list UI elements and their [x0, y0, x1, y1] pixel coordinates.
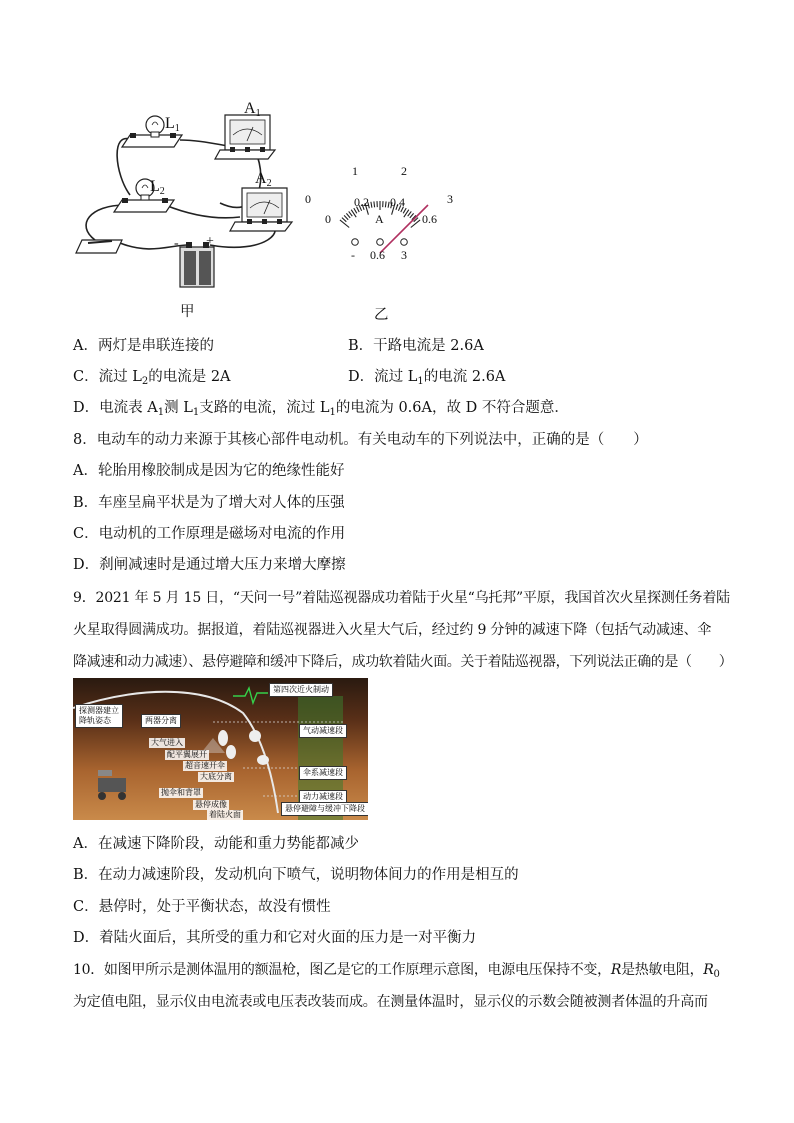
stage-aero-braking: 气动减速段 — [299, 724, 347, 738]
label-supersonic-chute: 超音速开伞 — [185, 761, 225, 770]
stage-powered: 动力减速段 — [299, 790, 347, 804]
battery-plus-label: + — [206, 234, 214, 249]
q8-option-c: C．电动机的工作原理是磁场对电流的作用 — [73, 526, 346, 542]
figure-caption-jia: 甲 — [180, 304, 195, 320]
terminal-label-06: 0.6 — [370, 248, 385, 262]
q7-option-d: D．流过 $L_1$的电流 2.6A — [348, 369, 506, 387]
q9-stem-line3: 降减速和动力减速）、悬停避障和缓冲下降后，成功软着陆火面。关于着陆巡视器，下列说法正确的是（ ） — [73, 654, 733, 670]
circuit-figure — [70, 95, 300, 295]
dial-bottom-tick-2: 0.4 — [390, 195, 405, 209]
dial-tick — [342, 218, 346, 222]
q7-option-c: C．流过 $L_2$的电流是 2A — [73, 369, 231, 387]
ammeter-A2-label: $A_2$ — [255, 170, 272, 189]
terminal-label-minus: - — [351, 248, 355, 262]
label-chute-jettison: 抛伞和背罩 — [161, 788, 201, 797]
dial-tick — [374, 201, 375, 207]
dial-tick — [344, 215, 348, 219]
q7-option-b: B．干路电流是 2.6A — [348, 338, 484, 354]
figure-caption-yi: 乙 — [374, 307, 389, 323]
mars-landing-diagram — [73, 678, 368, 820]
dial-tick — [346, 213, 350, 218]
q8-option-d: D．刹闸减速时是通过增大压力来增大摩擦 — [73, 557, 346, 573]
dial-top-tick-3: 3 — [447, 192, 453, 206]
q9-option-c: C．悬停时，处于平衡状态，故没有惯性 — [73, 899, 331, 915]
label-hover-imaging: 悬停成像 — [195, 800, 227, 809]
dial-bottom-tick-0: 0 — [325, 212, 331, 226]
stage-hover-descent: 悬停避障与缓冲下降段 — [281, 802, 368, 816]
q8-option-b: B．车座呈扁平状是为了增大对人体的压强 — [73, 495, 345, 511]
label-separation: 两器分离 — [141, 714, 181, 728]
dial-tick — [388, 202, 389, 208]
q9-stem-line1: 9．2021 年 5 月 15 日，“天问一号”着陆巡视器成功着陆于火星“乌托邦”平原，我国首次火星探测任务着陆 — [73, 590, 730, 606]
dial-top-tick-2: 2 — [401, 164, 407, 178]
dial-top-tick-1: 1 — [352, 164, 358, 178]
label-trim-wing: 配平翼展开 — [167, 750, 207, 759]
dial-top-tick-0: 0 — [305, 192, 311, 206]
label-atmosphere-entry: 大气进入 — [151, 738, 183, 747]
q10-stem-line2: 为定值电阻，显示仪由电流表或电压表改装而成。在测量体温时，显示仪的示数会随被测者体温的升高而 — [73, 994, 708, 1010]
label-touchdown: 着陆火面 — [209, 810, 241, 819]
q9-option-a: A．在减速下降阶段，动能和重力势能都减少 — [73, 836, 359, 852]
dial-bottom-tick-1: 0.2 — [354, 195, 369, 209]
q8-stem: 8．电动车的动力来源于其核心部件电动机。有关电动车的下列说法中，正确的是（ ） — [73, 432, 648, 448]
q10-stem-line1: 10．如图甲所示是测体温用的额温枪，图乙是它的工作原理示意图，电源电压保持不变，R是热敏电阻，$R_0$ — [73, 962, 720, 980]
q7-explanation: D．电流表 $A_1$测 $L_1$支路的电流，流过 $L_1$的电流为 0.6A，故 D 不符合题意． — [73, 400, 569, 418]
stage-parachute: 伞系减速段 — [299, 766, 347, 780]
terminal-label-3: 3 — [401, 248, 407, 262]
dial-tick — [371, 202, 372, 208]
dial-tick — [349, 211, 353, 216]
lamp-L1-label: $L_1$ — [165, 115, 180, 134]
dial-tick — [385, 201, 386, 207]
label-orbit-attitude: 探测器建立 降轨姿态 — [75, 704, 123, 728]
dial-bottom-tick-3: 0.6 — [422, 212, 437, 226]
dial-tick — [408, 211, 412, 216]
q9-option-b: B．在动力减速阶段，发动机向下喷气，说明物体间力的作用是相互的 — [73, 867, 519, 883]
q9-stem-line2: 火星取得圆满成功。据报道，着陆巡视器进入火星大气后，经过约 9 分钟的减速下降（包括气动减速、伞 — [73, 622, 712, 638]
battery-minus-label: - — [174, 236, 179, 251]
q8-option-a: A．轮胎用橡胶制成是因为它的绝缘性能好 — [73, 463, 345, 479]
lamp-L2-label: $L_2$ — [150, 178, 165, 197]
dial-unit: A — [375, 212, 384, 226]
dial-tick — [410, 213, 414, 218]
label-heatshield-sep: 大底分离 — [200, 772, 232, 781]
q7-option-a: A．两灯是串联连接的 — [73, 338, 214, 354]
dial-tick — [340, 220, 349, 228]
q9-option-d: D．着陆火面后，其所受的重力和它对火面的压力是一对平衡力 — [73, 930, 477, 946]
ammeter-A1-label: $A_1$ — [244, 100, 261, 119]
label-fourth-braking: 第四次近火制动 — [269, 683, 333, 697]
